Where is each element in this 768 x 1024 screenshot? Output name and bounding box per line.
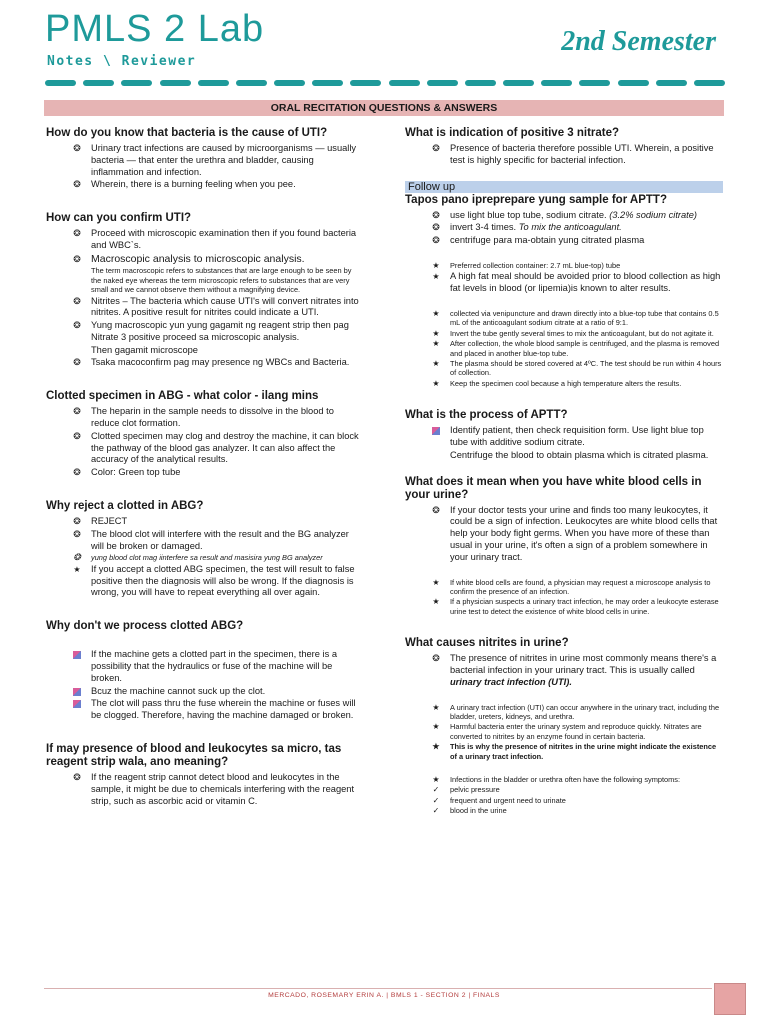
list-item: ❂ centrifuge para ma-obtain yung citrated plasma	[405, 235, 723, 247]
list-item: ★ A urinary tract infection (UTI) can occur anywhere in the urinary tract, including the bladder, ureters, kidneys, and urethra.	[405, 703, 723, 722]
answer-list	[46, 516, 362, 599]
flower-bullet-icon	[70, 406, 84, 418]
star-bullet-icon	[429, 359, 443, 368]
flower-bullet-icon	[429, 653, 443, 665]
flower-bullet-icon	[70, 320, 84, 332]
flower-bullet-icon	[429, 143, 443, 155]
flower-bullet-icon	[429, 210, 443, 222]
flower-bullet-icon	[70, 467, 84, 479]
list-item: Identify patient, then check requisition form. Use light blue top tube with additive sodium citrate.	[405, 425, 723, 449]
list-item: ❂ The blood clot will interfere with the result and the BG analyzer will be broken or damaged.	[46, 529, 362, 553]
list-item: ★ Invert the tube gently several times to mix the anticoagulant, but do not agitate it.	[405, 329, 723, 338]
list-item: ✓ frequent and urgent need to urinate	[405, 796, 723, 805]
answer-list	[405, 653, 723, 688]
flower-bullet-icon	[70, 516, 84, 528]
list-item: ❂ Color: Green top tube	[46, 467, 362, 479]
answer-list	[405, 775, 723, 816]
answer-list	[405, 703, 723, 761]
question-heading: Tapos pano ipreprepare yung sample for APTT?	[405, 193, 667, 206]
list-item: ✓ blood in the urine	[405, 806, 723, 815]
list-item: The term macroscopic refers to substances that are large enough to be seen by the naked eye whereas the term microscopic refers to substances that are very small and we cannot observe them without a magnifying device.	[91, 266, 352, 295]
list-item: ★ Preferred collection container: 2.7 mL blue-top) tube	[405, 261, 723, 270]
star-bullet-icon	[429, 339, 443, 348]
flower-bullet-icon	[70, 772, 84, 784]
list-item: ❂ Presence of bacteria therefore possible UTI. Wherein, a positive test is highly specific for bacterial infection.	[405, 143, 723, 167]
flower-bullet-icon	[70, 143, 84, 155]
star-bullet-icon	[429, 597, 443, 606]
list-item: ★ collected via venipuncture and drawn directly into a blue-top tube that contains 0.5 mL of the anticoagulant sodium citrate at a ratio of 9:1.	[405, 309, 723, 328]
page-title: PMLS 2 Lab	[45, 8, 265, 50]
flower-bullet-icon	[70, 357, 84, 369]
diamond-bullet-icon	[70, 698, 84, 712]
page-subtitle: Notes \ Reviewer	[47, 54, 197, 69]
list-item: ★ After collection, the whole blood sample is centrifuged, and the plasma is removed and placed in another blue-top tube.	[405, 339, 723, 358]
list-item: ★ A high fat meal should be avoided prior to blood collection as high fat levels in blood (or lipemia)is known to alter results.	[405, 271, 723, 295]
question-heading: Why reject a clotted in ABG?	[46, 500, 204, 513]
checkmark-bullet-icon	[429, 785, 443, 794]
semester-label: 2nd Semester	[561, 26, 716, 57]
list-item: ❂ yung blood clot mag iinterfere sa result and masisira yung BG analyzer	[46, 553, 362, 562]
answer-list	[405, 578, 723, 617]
list-item: ★ Infections in the bladder or urethra often have the following symptoms:	[405, 775, 723, 784]
list-item: ✓ pelvic pressure	[405, 785, 723, 794]
list-item: ★ Keep the specimen cool because a high temperature alters the results.	[405, 379, 723, 388]
page-footer: MERCADO, ROSEMARY ERIN A. | BMLS 1 - SECTION 2 | FINALS	[268, 992, 500, 999]
star-bullet-icon	[429, 775, 443, 784]
answer-list	[405, 425, 723, 461]
list-item: ❂ Yung macroscopic yun yung gagamit ng reagent strip then pag Nitrate 3 positive proceed sa microscopic analysis.	[46, 320, 362, 344]
section-banner: ORAL RECITATION QUESTIONS & ANSWERS	[44, 100, 724, 116]
list-item: Then gagamit microscope	[91, 344, 198, 355]
left-column	[46, 127, 362, 808]
star-bullet-icon	[429, 309, 443, 318]
list-item: ❂ REJECT	[46, 516, 362, 528]
diamond-bullet-icon	[70, 649, 84, 663]
flower-bullet-icon	[70, 179, 84, 191]
list-item: ★ If white blood cells are found, a physician may request a microscope analysis to confirm the presence of an infection.	[405, 578, 723, 597]
diamond-bullet-icon	[70, 686, 84, 700]
star-bullet-icon	[429, 722, 443, 731]
question-heading: What is indication of positive 3 nitrate?	[405, 127, 620, 139]
list-item: ❂ Tsaka macoconfirm pag may presence ng WBCs and Bacteria.	[46, 357, 362, 369]
flower-bullet-icon	[429, 505, 443, 517]
list-item: ❂ The presence of nitrites in urine most commonly means there's a bacterial infection in your urinary tract. This is usually called urinary tract infection (UTI).	[405, 653, 723, 688]
question-heading: If may presence of blood and leukocytes sa micro, tas reagent strip wala, ano meaning?	[46, 743, 342, 769]
star-bullet-icon	[429, 379, 443, 388]
star-bullet-icon	[429, 703, 443, 712]
list-item: ★ If a physician suspects a urinary tract infection, he may order a leukocyte esterase urine test to detect the existence of white blood cells in urine.	[405, 597, 723, 616]
star-bullet-icon	[429, 329, 443, 338]
question-heading: Why don't we process clotted ABG?	[46, 620, 244, 633]
answer-list	[46, 649, 362, 722]
question-heading: Clotted specimen in ABG - what color - ilang mins	[46, 390, 319, 403]
answer-list	[405, 210, 723, 247]
list-item: Centrifuge the blood to obtain plasma which is citrated plasma.	[450, 449, 709, 460]
list-item: ★ The plasma should be stored covered at 4ºC. The test should be run within 4 hours of collection.	[405, 359, 723, 378]
list-item: The clot will pass thru the fuse wherein the machine or fuses will be clogged. Therefore, having the machine damaged or broken.	[46, 698, 362, 722]
list-item: ❂ Clotted specimen may clog and destroy the machine, it can block the pathway of the blood gas analyzer. It can also affect the accuracy of the analytical results.	[46, 431, 362, 466]
answer-list	[46, 143, 362, 191]
right-column	[405, 127, 723, 817]
list-item: ❂ The heparin in the sample needs to dissolve in the blood to reduce clot formation.	[46, 406, 362, 430]
question-heading: What causes nitrites in urine?	[405, 637, 569, 650]
question-heading: What does it mean when you have white blood cells in your urine?	[405, 475, 702, 501]
answer-list	[46, 406, 362, 479]
list-item: ❂ Urinary tract infections are caused by microorganisms — usually bacteria — that enter the urethra and bladder, causing inflammation and infection.	[46, 143, 362, 178]
diamond-bullet-icon	[429, 425, 443, 439]
list-item: ❂ If your doctor tests your urine and finds too many leukocytes, it could be a sign of infection. Leukocytes are white blood cells that help your body fight germs. When you have more of these than usual in your urine, it's often a sign of a problem somewhere in your urinary tract.	[405, 505, 723, 564]
answer-list	[46, 772, 362, 807]
flower-bullet-icon	[70, 431, 84, 443]
list-item: ❂ Nitrites – The bacteria which cause UTI's will convert nitrates into nitrites. A positive result for nitrites could indicate a UTI.	[46, 296, 362, 320]
list-item: ❂ use light blue top tube, sodium citrate. (3.2% sodium citrate)	[405, 210, 723, 222]
flower-bullet-icon	[70, 529, 84, 541]
flower-bullet-icon	[70, 553, 84, 562]
question-heading: What is the process of APTT?	[405, 409, 568, 422]
star-bullet-icon	[429, 261, 443, 270]
list-item: ❂ invert 3-4 times. To mix the anticoagulant.	[405, 222, 723, 234]
flower-bullet-icon	[429, 235, 443, 247]
list-item: ★ If you accept a clotted ABG specimen, the test will result to false positive then the diagnosis will also be wrong. If the diagnosis is wrong, you will have to repeat everything all over again.	[46, 564, 362, 599]
footer-divider	[44, 988, 712, 989]
checkmark-bullet-icon	[429, 806, 443, 815]
list-item: If the machine gets a clotted part in the specimen, there is a possibility that the hydraulics or fuse of the machine will be broken.	[46, 649, 362, 684]
header-divider	[45, 80, 725, 88]
flower-bullet-icon	[70, 253, 84, 267]
list-item: ❂ Proceed with microscopic examination then if you found bacteria and WBC`s.	[46, 228, 362, 252]
answer-list	[405, 261, 723, 295]
star-bullet-icon	[429, 271, 443, 283]
list-item: ❂ Macroscopic analysis to microscopic analysis.	[46, 253, 362, 266]
question-heading: How do you know that bacteria is the cause of UTI?	[46, 127, 328, 139]
checkmark-bullet-icon	[429, 796, 443, 805]
follow-up-label: Follow up	[405, 181, 723, 193]
list-item: ★ This is why the presence of nitrites in the urine might indicate the existence of a urinary tract infection.	[405, 742, 723, 761]
list-item: ❂ Wherein, there is a burning feeling when you pee.	[46, 179, 362, 191]
question-heading: How can you confirm UTI?	[46, 212, 192, 225]
answer-list	[405, 143, 723, 167]
star-bullet-icon	[429, 742, 443, 751]
footer-accent-box	[714, 983, 746, 1015]
flower-bullet-icon	[70, 228, 84, 240]
list-item: ★ Harmful bacteria enter the urinary system and reproduce quickly. Nitrates are converted to nitrites by an enzyme found in certain bacteria.	[405, 722, 723, 741]
answer-list	[405, 505, 723, 564]
list-item: Bcuz the machine cannot suck up the clot.	[46, 686, 362, 698]
flower-bullet-icon	[70, 296, 84, 308]
answer-list	[405, 309, 723, 388]
star-bullet-icon	[70, 564, 84, 576]
list-item: ❂ If the reagent strip cannot detect blood and leukocytes in the sample, it might be due to chemicals interfering with the reagent strip, such as ascorbic acid or vitamin C.	[46, 772, 362, 807]
star-bullet-icon	[429, 578, 443, 587]
answer-list	[46, 228, 362, 369]
flower-bullet-icon	[429, 222, 443, 234]
